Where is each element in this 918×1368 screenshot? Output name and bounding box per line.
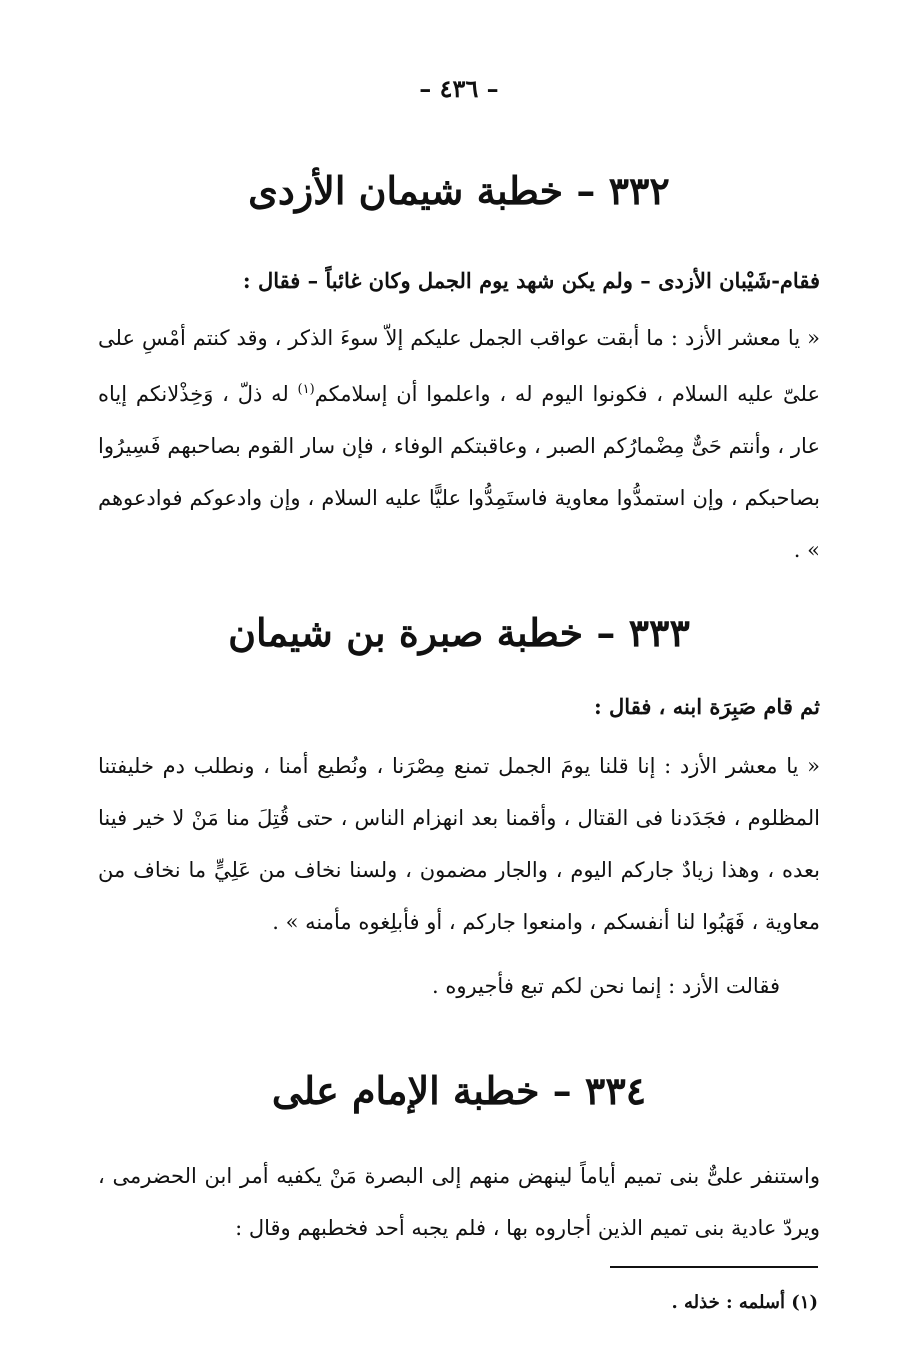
section-heading-332: ٣٣٢ – خطبة شيمان الأزدى	[248, 168, 670, 213]
speech-text-part-2: له ذلّ ، وَخِذْلانكم إياه عار ، وأنتم حَىٌّ مِضْمارُكم الصبر ، وعاقبتكم الوفاء ، فإن سار القوم بصاحبهم فَسِيرُوا بصاحبكم ، وإن استمدُّوا معاوية فاستَمِدُّوا عليًّا عليه السلام ، وإن وادعوكم فوادعوهم » .	[98, 382, 820, 562]
footnote-divider	[610, 1266, 818, 1268]
section-intro-332: فقام-شَيْبان الأزدى – ولم يكن شهد يوم الجمل وكان غائباً – فقال :	[242, 268, 820, 293]
reply-paragraph-333: فقالت الأزد : إنما نحن لكم تبع فأجيروه .	[432, 974, 780, 998]
speech-paragraph-333: « يا معشر الأزد : إنا قلنا يومَ الجمل تمنع مِصْرَنا ، ونُطيع أمنا ، ونطلب دم خليفتنا المظلوم ، فجَدَدنا فى القتال ، وأقمنا بعد انهزام الناس ، حتى قُتِلَ منا مَنْ لا خير فينا بعده ، وهذا زيادٌ جاركم اليوم ، والجار مضمون ، ولسنا نخاف من عَلِيٍّ ما نخاف من معاوية ، فَهَبُوا لنا أنفسكم ، وامنعوا جاركم ، أو فأبلِغوه مأمنه » .	[98, 754, 820, 934]
section-heading-333: ٣٣٣ – خطبة صبرة بن شيمان	[228, 610, 690, 655]
section-intro-333: ثم قام صَبِرَة ابنه ، فقال :	[593, 694, 820, 719]
footnote: (١) أسلمه : خذله .	[671, 1292, 818, 1313]
body-paragraph-334: واستنفر علىٌّ بنى تميم أياماً لينهض منهم إلى البصرة مَنْ يكفيه أمر ابن الحضرمى ، ويردّ عادية بنى تميم الذين أجاروه بها ، فلم يجبه أحد فخطبهم وقال :	[98, 1164, 820, 1240]
speech-paragraph-332	[98, 312, 820, 576]
page-number: – ٤٣٦ –	[419, 74, 499, 103]
section-heading-334: ٣٣٤ – خطبة الإمام على	[271, 1068, 647, 1113]
footnote-reference: (١)	[297, 382, 315, 397]
speech-text-part-1: « يا معشر الأزد : ما أبقت عواقب الجمل عليكم إلاّ سوءَ الذكر ، وقد كنتم أمْسِ على علىّ عليه السلام ، فكونوا اليوم له ، واعلموا أن إسلامكم	[98, 326, 820, 406]
